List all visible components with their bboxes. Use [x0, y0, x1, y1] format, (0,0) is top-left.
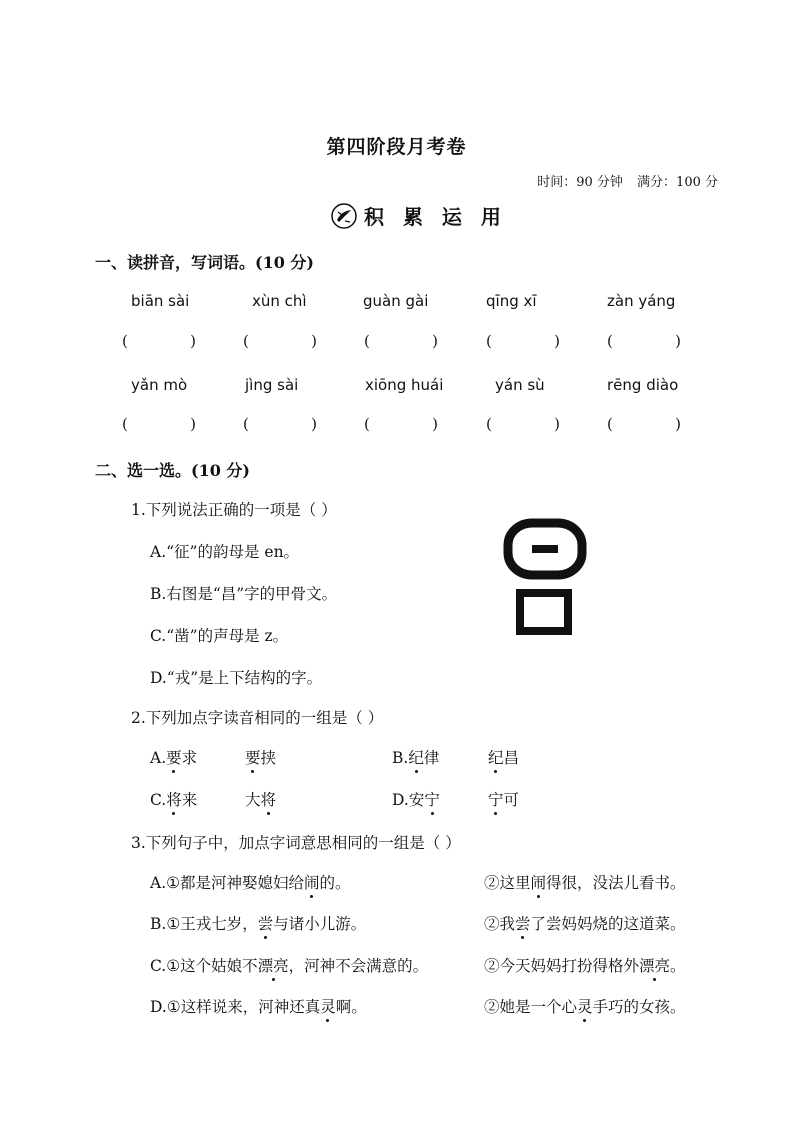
- exam-time: 时间：90 分钟: [537, 175, 623, 190]
- pinyin-3: guàn gài: [363, 292, 429, 310]
- q3-stem: 3.下列句子中，加点字词意思相同的一组是（ ）: [131, 834, 461, 852]
- answer-blank-6[interactable]: ( ): [122, 415, 196, 433]
- q3-option-a-1: A.①都是河神娶媳妇给闹的。: [150, 871, 351, 893]
- pinyin-7: jìng sài: [245, 376, 299, 394]
- q1-option-b: B.右图是“昌”字的甲骨文。: [150, 585, 338, 603]
- pinyin-2: xùn chì: [252, 292, 307, 310]
- answer-blank-8[interactable]: ( ): [364, 415, 438, 433]
- q2-option-c: C.将来: [150, 788, 197, 810]
- q2-option-d-word2: 宁可: [488, 788, 519, 810]
- q3-option-c-2: ②今天妈妈打扮得格外漂亮。: [484, 954, 686, 976]
- answer-blank-10[interactable]: ( ): [607, 415, 681, 433]
- q3-option-a-2: ②这里闹得很，没法儿看书。: [484, 871, 686, 893]
- ink-brush-icon: [330, 202, 358, 230]
- pinyin-10: rēng diào: [607, 376, 679, 394]
- exam-score: 满分：100 分: [637, 175, 718, 190]
- q1-stem: 1.下列说法正确的一项是（ ）: [131, 501, 337, 519]
- pinyin-5: zàn yáng: [607, 292, 676, 310]
- section1-heading: 一、读拼音，写词语。(10 分): [95, 253, 314, 272]
- section2-heading: 二、选一选。(10 分): [95, 461, 250, 480]
- q1-option-d: D.“戎”是上下结构的字。: [150, 669, 323, 687]
- q2-option-b: B.纪律: [392, 746, 439, 768]
- answer-blank-3[interactable]: ( ): [364, 332, 438, 350]
- exam-meta: [527, 171, 718, 190]
- answer-blank-7[interactable]: ( ): [243, 415, 317, 433]
- oracle-bone-chang-image: [500, 515, 590, 640]
- q3-option-b-1: B.①王戎七岁，尝与诸小儿游。: [150, 912, 366, 934]
- q2-option-c-word2: 大将: [245, 788, 276, 810]
- pinyin-1: biān sài: [131, 292, 190, 310]
- q2-option-a: A.要求: [150, 746, 197, 768]
- page-title: 第四阶段月考卷: [326, 136, 467, 158]
- q3-option-c-1: C.①这个姑娘不漂亮，河神不会满意的。: [150, 954, 428, 976]
- q3-option-b-2: ②我尝了尝妈妈烧的这道菜。: [484, 912, 686, 934]
- pinyin-6: yǎn mò: [131, 376, 188, 394]
- answer-blank-2[interactable]: ( ): [243, 332, 317, 350]
- answer-blank-5[interactable]: ( ): [607, 332, 681, 350]
- q2-option-d: D.安宁: [392, 788, 440, 810]
- banner-title: 积 累 运 用: [364, 205, 507, 229]
- answer-blank-1[interactable]: ( ): [122, 332, 196, 350]
- q2-stem: 2.下列加点字读音相同的一组是（ ）: [131, 709, 384, 727]
- pinyin-4: qīng xī: [486, 292, 537, 310]
- q2-option-a-word2: 要挟: [245, 746, 276, 768]
- q1-option-c: C.“凿”的声母是 z。: [150, 627, 289, 645]
- section-banner: [330, 201, 507, 230]
- q1-option-a: A.“征”的韵母是 en。: [150, 543, 300, 561]
- answer-blank-9[interactable]: ( ): [486, 415, 560, 433]
- pinyin-9: yán sù: [495, 376, 545, 394]
- q2-option-b-word2: 纪昌: [488, 746, 519, 768]
- q3-option-d-1: D.①这样说来，河神还真灵啊。: [150, 995, 367, 1017]
- q3-option-d-2: ②她是一个心灵手巧的女孩。: [484, 995, 686, 1017]
- pinyin-8: xiōng huái: [365, 376, 444, 394]
- answer-blank-4[interactable]: ( ): [486, 332, 560, 350]
